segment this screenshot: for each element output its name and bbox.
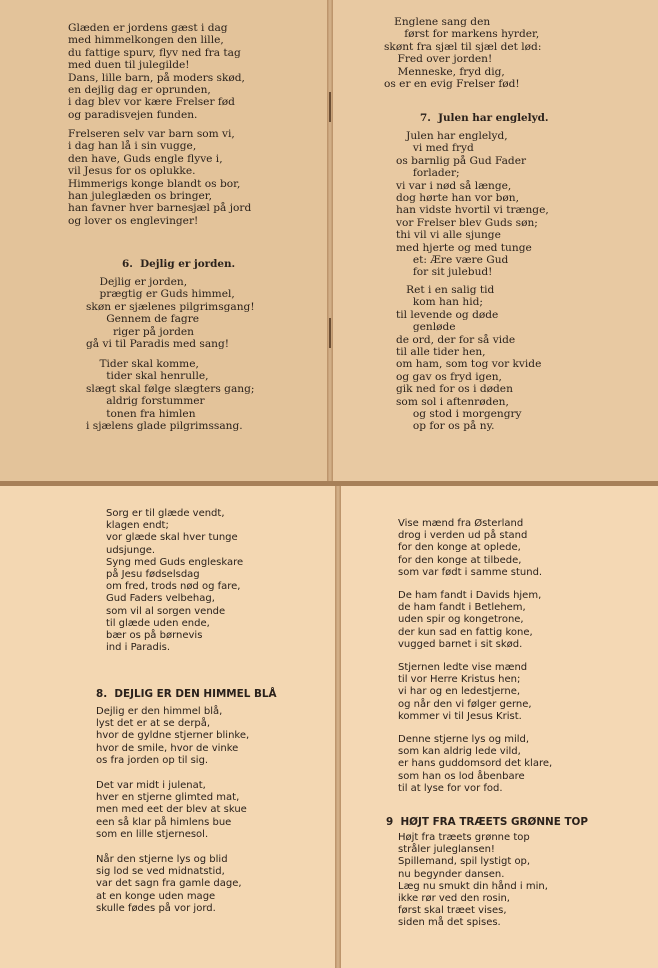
verse-line: i dag han lå i sin vugge, [68, 140, 197, 153]
verse-line: os barnlig på Gud Fader [396, 154, 527, 167]
verse-line: den have, Guds engle flyve i, [68, 152, 223, 165]
verse-line: Himmerigs konge blandt os bor, [68, 177, 241, 190]
verse-line: i dag blev vor kære Frelser fød [68, 96, 235, 109]
verse-line: Menneske, fryd dig, [384, 65, 505, 78]
stanza [96, 706, 249, 767]
song-heading-8: 8. DEJLIG ER DEN HIMMEL BLÅ [96, 688, 277, 700]
verse-line: til vor Herre Kristus hen; [398, 674, 521, 686]
verse-line: tider skal henrulle, [86, 370, 209, 383]
verse-line: om fred, trods nød og fare, [106, 581, 241, 593]
verse-line: og stod i morgengry [396, 408, 522, 421]
verse-line: han favner hver barnesjæl på jord [68, 202, 252, 215]
verse-line: men med eet der blev at skue [96, 804, 247, 816]
verse-line: og når den vi følger gerne, [398, 698, 532, 710]
verse-line: genløde [396, 321, 456, 334]
verse-line: til alle tider hen, [396, 346, 486, 359]
verse-line: dog hørte han vor bøn, [396, 192, 519, 205]
stanza [384, 16, 541, 90]
top-right-page [332, 0, 658, 482]
verse-line: Syng med Guds engleskare [106, 556, 244, 568]
verse-line: Julen har englelyd, [396, 130, 508, 142]
verse-line: først skal træet vises, [398, 905, 507, 917]
verse-line: Glæden er jordens gæst i dag [68, 22, 228, 34]
verse-line: et: Ære være Gud [396, 254, 509, 267]
verse-line: Tider skal komme, [86, 358, 199, 370]
top-left-page [0, 0, 328, 482]
verse-line: og lover os englevinger! [68, 214, 199, 227]
verse-line: hvor de gyldne stjerner blinke, [96, 730, 250, 742]
verse-line: De ham fandt i Davids hjem, [398, 590, 542, 601]
verse-line: Læg nu smukt din hånd i min, [398, 880, 548, 892]
verse-line: kommer vi til Jesus Krist. [398, 710, 522, 722]
song-heading-9: 9 HØJT FRA TRÆETS GRØNNE TOP [386, 816, 588, 828]
verse-line: de ord, der for så vide [396, 333, 516, 346]
verse-line: een så klar på himlens bue [96, 816, 232, 828]
verse-line: med hjerte og med tunge [396, 241, 532, 254]
verse-line: på Jesu fødselsdag [106, 569, 200, 581]
stanza [396, 284, 541, 433]
stanza [86, 276, 255, 350]
verse-line: Dejlig er den himmel blå, [96, 706, 223, 717]
verse-line: først for markens hyrder, [384, 28, 540, 41]
verse-line: som vil al sorgen vende [106, 605, 226, 617]
verse-line: vor glæde skal hver tunge [106, 532, 238, 544]
verse-line: til at lyse for vor fod. [398, 782, 503, 794]
verse-line: Højt fra træets grønne top [398, 832, 530, 843]
verse-line: er hans guddomsord det klare, [398, 758, 553, 770]
spine-fold-top [327, 0, 333, 482]
verse-line: os er en evig Frelser fød! [384, 78, 520, 91]
verse-line: lyst det er at se derpå, [96, 718, 211, 730]
stanza [398, 734, 552, 795]
stanza [68, 128, 251, 227]
verse-line: Stjernen ledte vise mænd [398, 662, 528, 673]
verse-line: aldrig forstummer [86, 395, 205, 408]
verse-line: Det var midt i julenat, [96, 780, 206, 791]
verse-line: han vidste hvortil vi trænge, [396, 204, 549, 217]
verse-line: Vise mænd fra Østerland [398, 518, 524, 529]
verse-line: thi vil vi alle sjunge [396, 229, 501, 242]
page-divider [0, 481, 658, 486]
verse-line: og gav os fryd igen, [396, 370, 502, 383]
verse-line: vugged barnet i sit skød. [398, 638, 523, 650]
verse-line: forlader; [396, 167, 460, 180]
verse-line: Sorg er til glæde vendt, [106, 508, 225, 519]
stanza [398, 832, 548, 930]
verse-line: sig lod se ved midnatstid, [96, 866, 225, 878]
verse-line: Dejlig er jorden, [86, 276, 188, 288]
verse-line: en dejlig dag er oprunden, [68, 84, 211, 97]
staple-bottom-icon [329, 318, 331, 348]
verse-line: Når den stjerne lys og blid [96, 854, 228, 865]
stanza [398, 662, 532, 723]
spine-fold-bottom [335, 486, 341, 968]
verse-line: som sol i aftenrøden, [396, 395, 509, 408]
verse-line: uden spir og kongetrone, [398, 614, 524, 626]
verse-line: klagen endt; [106, 520, 169, 532]
stanza [396, 130, 549, 279]
stanza [96, 780, 247, 841]
verse-line: vor Frelser blev Guds søn; [396, 216, 538, 229]
bottom-left-page [0, 486, 336, 968]
verse-line: skulle fødes på vor jord. [96, 902, 216, 914]
verse-line: han juleglæden os bringer, [68, 190, 213, 203]
verse-line: der kun sad en fattig kone, [398, 626, 533, 638]
staple-top-icon [329, 92, 331, 122]
verse-line: i sjælens glade pilgrimssang. [86, 420, 243, 433]
stanza [398, 518, 542, 579]
verse-line: Englene sang den [384, 16, 491, 28]
verse-line: skønt fra sjæl til sjæl det lød: [384, 40, 542, 53]
verse-line: Gud Faders velbehag, [106, 593, 215, 605]
verse-line: Denne stjerne lys og mild, [398, 734, 530, 745]
verse-line: siden må det spises. [398, 917, 501, 929]
stanza [96, 854, 242, 915]
verse-line: vil Jesus for os oplukke. [68, 165, 196, 178]
verse-line: de ham fandt i Betlehem, [398, 602, 526, 614]
verse-line: hver en stjerne glimted mat, [96, 792, 240, 804]
verse-line: for den konge at oplede, [398, 542, 521, 554]
verse-line: bær os på børnevis [106, 630, 203, 642]
verse-line: med himmelkongen den lille, [68, 34, 224, 47]
verse-line: Fred over jorden! [384, 53, 493, 66]
verse-line: om ham, som tog vor kvide [396, 358, 542, 371]
verse-line: Frelseren selv var barn som vi, [68, 128, 235, 140]
verse-line: os fra jorden op til sig. [96, 754, 209, 766]
verse-line: til levende og døde [396, 308, 499, 321]
verse-line: som han os lod åbenbare [398, 770, 525, 782]
verse-line: og paradisvejen funden. [68, 108, 198, 121]
stanza [398, 590, 541, 651]
verse-line: Spillemand, spil lystigt op, [398, 856, 531, 868]
verse-line: med duen til julegilde! [68, 59, 190, 72]
verse-line: Dans, lille barn, på moders skød, [68, 71, 245, 84]
verse-line: gå vi til Paradis med sang! [86, 338, 230, 351]
verse-line: drog i verden ud på stand [398, 530, 528, 542]
verse-line: du fattige spurv, flyv ned fra tag [68, 46, 241, 59]
verse-line: Gennem de fagre [86, 313, 200, 326]
verse-line: vi var i nød så længe, [396, 179, 512, 192]
verse-line: slægt skal følge slægters gang; [86, 382, 255, 395]
verse-line: at en konge uden mage [96, 890, 216, 902]
stanza [86, 358, 254, 432]
song-heading-6: 6. Dejlig er jorden. [122, 258, 236, 270]
verse-line: riger på jorden [86, 325, 194, 338]
verse-line: tonen fra himlen [86, 407, 196, 420]
verse-line: for den konge at tilbede, [398, 554, 522, 566]
verse-line: op for os på ny. [396, 420, 495, 433]
bottom-right-page [340, 486, 658, 968]
verse-line: hvor de smile, hvor de vinke [96, 742, 239, 754]
verse-line: var det sagn fra gamle dage, [96, 878, 242, 890]
verse-line: kom han hid; [396, 296, 483, 309]
verse-line: ind i Paradis. [106, 642, 171, 654]
verse-line: til glæde uden ende, [106, 617, 210, 629]
verse-line: udsjunge. [106, 544, 156, 556]
verse-line: stråler juleglansen! [398, 844, 495, 856]
verse-line: for sit julebud! [396, 266, 493, 279]
verse-line: ikke rør ved den rosin, [398, 893, 510, 905]
verse-line: skøn er sjælenes pilgrimsgang! [86, 300, 255, 313]
verse-line: som kan aldrig lede vild, [398, 746, 521, 758]
verse-line: nu begynder dansen. [398, 868, 505, 880]
stanza [68, 22, 245, 121]
verse-line: Ret i en salig tid [396, 284, 495, 296]
verse-line: som var født i samme stund. [398, 566, 543, 578]
verse-line: vi har og en ledestjerne, [398, 686, 521, 698]
verse-line: vi med fryd [396, 142, 474, 155]
verse-line: prægtig er Guds himmel, [86, 288, 235, 301]
verse-line: gik ned for os i døden [396, 383, 513, 396]
song-heading-7: 7. Julen har englelyd. [420, 112, 549, 124]
stanza [106, 508, 243, 654]
verse-line: som en lille stjernesol. [96, 828, 209, 840]
